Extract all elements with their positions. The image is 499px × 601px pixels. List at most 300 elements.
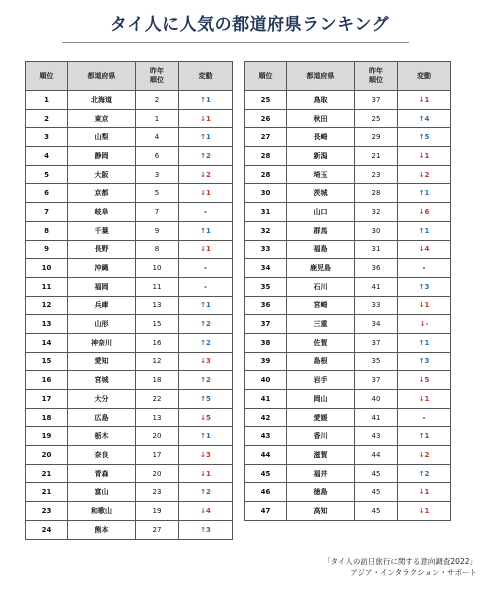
- prefecture-cell: 長崎: [287, 128, 355, 147]
- prefecture-cell: 鳥取: [287, 91, 355, 110]
- change-value: 2: [206, 376, 211, 385]
- prev-rank-cell: 37: [355, 333, 398, 352]
- table-row: [245, 333, 451, 352]
- change-cell: [179, 221, 233, 240]
- change-value: -: [425, 320, 429, 329]
- change-cell: [179, 333, 233, 352]
- down-arrow-icon: ↓: [200, 357, 206, 366]
- table-row: [245, 128, 451, 147]
- up-arrow-icon: ↑: [418, 469, 425, 478]
- prev-rank-cell: 23: [136, 483, 179, 502]
- rank-cell: 13: [26, 315, 68, 334]
- prefecture-cell: 兵庫: [68, 296, 136, 315]
- prefecture-cell: 長野: [68, 240, 136, 259]
- prev-rank-cell: 16: [136, 333, 179, 352]
- change-value: 5: [424, 133, 430, 142]
- down-arrow-icon: ↓: [200, 189, 206, 198]
- table-row: [245, 390, 451, 409]
- prefecture-cell: 東京: [68, 109, 136, 128]
- header-change: 変動: [398, 62, 451, 91]
- prev-rank-cell: 40: [355, 390, 398, 409]
- up-arrow-icon: ↑: [200, 301, 206, 310]
- rank-cell: 12: [26, 296, 68, 315]
- change-cell: [398, 390, 451, 409]
- prefecture-cell: 富山: [68, 483, 136, 502]
- table-row: [26, 464, 233, 483]
- prev-rank-cell: 12: [136, 352, 179, 371]
- change-cell: [179, 464, 233, 483]
- header-rank: 順位: [245, 62, 287, 91]
- source-survey-title: 「タイ人の訪日旅行に関する意向調査2022」: [323, 557, 477, 566]
- rank-cell: 5: [26, 165, 68, 184]
- prev-rank-cell: 44: [355, 446, 398, 465]
- prefecture-cell: 香川: [287, 427, 355, 446]
- source-organization: アジア・インタラクション・サポート: [350, 568, 477, 577]
- header-prefecture: 都道府県: [68, 62, 136, 91]
- change-cell: [398, 315, 451, 334]
- down-arrow-icon: ↓: [418, 151, 425, 160]
- down-arrow-icon: ↓: [418, 488, 425, 497]
- rank-cell: 28: [245, 147, 287, 166]
- rank-cell: 46: [245, 483, 287, 502]
- table-row: [26, 259, 233, 278]
- table-row: [245, 147, 451, 166]
- table-row: [26, 165, 233, 184]
- change-cell: [398, 128, 451, 147]
- down-arrow-icon: ↓: [200, 170, 206, 179]
- header-change: 変動: [179, 62, 233, 91]
- table-row: [245, 427, 451, 446]
- prefecture-cell: 愛媛: [287, 408, 355, 427]
- table-row: [245, 277, 451, 296]
- rank-cell: 38: [245, 333, 287, 352]
- rank-cell: 30: [245, 184, 287, 203]
- prefecture-cell: 島根: [287, 352, 355, 371]
- prefecture-cell: 沖縄: [68, 259, 136, 278]
- down-arrow-icon: ↓: [418, 207, 425, 216]
- prev-rank-cell: 5: [136, 184, 179, 203]
- change-cell: [398, 221, 451, 240]
- prefecture-cell: 茨城: [287, 184, 355, 203]
- table-row: [245, 464, 451, 483]
- change-value: -: [204, 264, 207, 273]
- prefecture-cell: 福岡: [68, 277, 136, 296]
- rank-cell: 14: [26, 333, 68, 352]
- header-prefecture: 都道府県: [287, 62, 355, 91]
- change-value: 4: [424, 245, 430, 254]
- change-cell: [179, 91, 233, 110]
- rank-cell: 21: [26, 464, 68, 483]
- prev-rank-cell: 20: [136, 427, 179, 446]
- table-row: [26, 277, 233, 296]
- prev-rank-cell: 22: [136, 390, 179, 409]
- change-value: 2: [424, 450, 430, 459]
- header-prev-rank: [136, 62, 179, 91]
- change-value: 2: [206, 338, 211, 347]
- rank-cell: 39: [245, 352, 287, 371]
- table-row: [26, 296, 233, 315]
- prev-rank-cell: 36: [355, 259, 398, 278]
- table-header-row: [26, 62, 233, 91]
- up-arrow-icon: ↑: [200, 525, 206, 534]
- change-cell: [179, 446, 233, 465]
- prefecture-cell: 北海道: [68, 91, 136, 110]
- prefecture-cell: 石川: [287, 277, 355, 296]
- change-value: 3: [206, 525, 211, 534]
- change-cell: [398, 240, 451, 259]
- prev-rank-cell: 41: [355, 408, 398, 427]
- prev-rank-cell: 31: [355, 240, 398, 259]
- change-cell: [179, 352, 233, 371]
- rank-cell: 42: [245, 408, 287, 427]
- rank-cell: 24: [26, 520, 68, 539]
- rank-cell: 6: [26, 184, 68, 203]
- prefecture-cell: 埼玉: [287, 165, 355, 184]
- rank-cell: 8: [26, 221, 68, 240]
- change-value: 1: [424, 226, 430, 235]
- change-value: -: [204, 207, 207, 216]
- change-cell: [398, 408, 451, 427]
- change-value: 1: [206, 114, 211, 123]
- prefecture-cell: 岐阜: [68, 203, 136, 222]
- change-value: 4: [206, 506, 211, 515]
- prev-rank-cell: 45: [355, 464, 398, 483]
- change-cell: [398, 277, 451, 296]
- up-arrow-icon: ↑: [418, 357, 425, 366]
- prefecture-cell: 新潟: [287, 147, 355, 166]
- change-value: 1: [206, 432, 211, 441]
- rank-cell: 17: [26, 390, 68, 409]
- change-cell: [179, 165, 233, 184]
- rank-cell: 47: [245, 502, 287, 521]
- change-value: 1: [206, 189, 211, 198]
- up-arrow-icon: ↑: [200, 376, 206, 385]
- up-arrow-icon: ↑: [200, 320, 206, 329]
- rank-cell: 32: [245, 221, 287, 240]
- prefecture-cell: 岩手: [287, 371, 355, 390]
- rank-cell: 1: [26, 91, 68, 110]
- rank-cell: 4: [26, 147, 68, 166]
- table-row: [26, 184, 233, 203]
- down-arrow-icon: ↓: [200, 506, 206, 515]
- table-row: [245, 203, 451, 222]
- change-value: 5: [206, 413, 211, 422]
- rank-cell: 10: [26, 259, 68, 278]
- change-cell: [398, 371, 451, 390]
- change-value: 1: [424, 189, 430, 198]
- rank-cell: 19: [26, 427, 68, 446]
- prev-rank-cell: 3: [136, 165, 179, 184]
- change-cell: [398, 427, 451, 446]
- table-row: [26, 390, 233, 409]
- header-prev-rank-line1: 昨年: [369, 67, 383, 75]
- up-arrow-icon: ↑: [418, 226, 425, 235]
- prev-rank-cell: 29: [355, 128, 398, 147]
- table-row: [245, 371, 451, 390]
- down-arrow-icon: ↓: [418, 95, 425, 104]
- prefecture-cell: 静岡: [68, 147, 136, 166]
- up-arrow-icon: ↑: [200, 151, 206, 160]
- table-row: [26, 147, 233, 166]
- up-arrow-icon: ↑: [418, 114, 425, 123]
- change-cell: [179, 203, 233, 222]
- change-value: 1: [206, 301, 211, 310]
- change-value: 1: [206, 133, 211, 142]
- table-row: [245, 296, 451, 315]
- change-cell: [179, 483, 233, 502]
- change-value: 2: [424, 170, 430, 179]
- rank-cell: 40: [245, 371, 287, 390]
- rank-cell: 33: [245, 240, 287, 259]
- prefecture-cell: 和歌山: [68, 502, 136, 521]
- prev-rank-cell: 37: [355, 371, 398, 390]
- change-cell: [398, 203, 451, 222]
- header-rank: 順位: [26, 62, 68, 91]
- prefecture-cell: 青森: [68, 464, 136, 483]
- change-value: 2: [206, 488, 211, 497]
- down-arrow-icon: ↓: [418, 170, 425, 179]
- change-cell: [398, 333, 451, 352]
- prev-rank-cell: 43: [355, 427, 398, 446]
- down-arrow-icon: ↓: [200, 413, 206, 422]
- down-arrow-icon: ↓: [418, 376, 425, 385]
- prefecture-cell: 神奈川: [68, 333, 136, 352]
- header-prev-rank-line2: 順位: [150, 76, 164, 84]
- table-row: [26, 371, 233, 390]
- ranking-table-right: [244, 61, 451, 521]
- prefecture-cell: 群馬: [287, 221, 355, 240]
- rank-cell: 21: [26, 483, 68, 502]
- change-value: -: [204, 282, 207, 291]
- table-row: [26, 427, 233, 446]
- down-arrow-icon: ↓: [200, 450, 206, 459]
- change-cell: [179, 520, 233, 539]
- table-row: [26, 502, 233, 521]
- prefecture-cell: 滋賀: [287, 446, 355, 465]
- change-cell: [179, 109, 233, 128]
- prev-rank-cell: 34: [355, 315, 398, 334]
- change-value: 3: [206, 357, 211, 366]
- change-value: 4: [424, 114, 430, 123]
- prev-rank-cell: 37: [355, 91, 398, 110]
- table-row: [245, 446, 451, 465]
- prefecture-cell: 徳島: [287, 483, 355, 502]
- up-arrow-icon: ↑: [200, 432, 206, 441]
- rank-cell: 43: [245, 427, 287, 446]
- table-row: [245, 91, 451, 110]
- header-prev-rank-line2: 順位: [369, 76, 383, 84]
- table-row: [26, 91, 233, 110]
- prev-rank-cell: 7: [136, 203, 179, 222]
- table-row: [26, 203, 233, 222]
- change-cell: [398, 446, 451, 465]
- change-value: 1: [424, 151, 430, 160]
- change-cell: [179, 128, 233, 147]
- prev-rank-cell: 23: [355, 165, 398, 184]
- prev-rank-cell: 4: [136, 128, 179, 147]
- prev-rank-cell: 15: [136, 315, 179, 334]
- table-row: [26, 333, 233, 352]
- change-value: 6: [424, 207, 430, 216]
- change-value: 5: [424, 376, 430, 385]
- prefecture-cell: 宮崎: [287, 296, 355, 315]
- up-arrow-icon: ↑: [200, 338, 206, 347]
- table-body-right: [245, 91, 451, 521]
- prev-rank-cell: 30: [355, 221, 398, 240]
- change-cell: [398, 184, 451, 203]
- prev-rank-cell: 11: [136, 277, 179, 296]
- rank-cell: 44: [245, 446, 287, 465]
- prefecture-cell: 大阪: [68, 165, 136, 184]
- change-value: 1: [424, 488, 430, 497]
- prev-rank-cell: 19: [136, 502, 179, 521]
- table-header-row: [245, 62, 451, 91]
- rank-cell: 41: [245, 390, 287, 409]
- down-arrow-icon: ↓: [200, 245, 206, 254]
- change-value: -: [422, 264, 426, 273]
- prev-rank-cell: 6: [136, 147, 179, 166]
- up-arrow-icon: ↑: [200, 95, 206, 104]
- prev-rank-cell: 41: [355, 277, 398, 296]
- change-value: 3: [206, 450, 211, 459]
- prefecture-cell: 佐賀: [287, 333, 355, 352]
- title-divider: [62, 42, 409, 43]
- rank-cell: 37: [245, 315, 287, 334]
- change-cell: [398, 109, 451, 128]
- table-row: [245, 483, 451, 502]
- prefecture-cell: 岡山: [287, 390, 355, 409]
- change-cell: [179, 502, 233, 521]
- prefecture-cell: 千葉: [68, 221, 136, 240]
- change-cell: [179, 259, 233, 278]
- rank-cell: 9: [26, 240, 68, 259]
- change-value: 1: [206, 226, 211, 235]
- change-value: 5: [206, 394, 211, 403]
- down-arrow-icon: ↓: [418, 301, 425, 310]
- rank-cell: 35: [245, 277, 287, 296]
- prev-rank-cell: 21: [355, 147, 398, 166]
- prefecture-cell: 福井: [287, 464, 355, 483]
- rank-cell: 18: [26, 408, 68, 427]
- prefecture-cell: 奈良: [68, 446, 136, 465]
- prev-rank-cell: 45: [355, 502, 398, 521]
- prev-rank-cell: 13: [136, 408, 179, 427]
- change-cell: [398, 502, 451, 521]
- table-row: [26, 240, 233, 259]
- down-arrow-icon: ↓: [418, 506, 425, 515]
- change-value: 1: [424, 338, 430, 347]
- change-cell: [398, 296, 451, 315]
- prev-rank-cell: 27: [136, 520, 179, 539]
- change-value: 1: [424, 394, 430, 403]
- change-cell: [398, 147, 451, 166]
- rank-cell: 16: [26, 371, 68, 390]
- table-row: [245, 165, 451, 184]
- table-row: [245, 109, 451, 128]
- change-cell: [179, 240, 233, 259]
- prefecture-cell: 山梨: [68, 128, 136, 147]
- rank-cell: 34: [245, 259, 287, 278]
- change-cell: [398, 483, 451, 502]
- ranking-table-left: [25, 61, 233, 540]
- change-value: 2: [206, 170, 211, 179]
- rank-cell: 26: [245, 109, 287, 128]
- change-value: 1: [424, 95, 430, 104]
- prefecture-cell: 山形: [68, 315, 136, 334]
- table-row: [245, 221, 451, 240]
- change-cell: [179, 296, 233, 315]
- table-row: [26, 408, 233, 427]
- rank-cell: 31: [245, 203, 287, 222]
- change-cell: [179, 147, 233, 166]
- change-cell: [179, 390, 233, 409]
- table-row: [245, 184, 451, 203]
- prev-rank-cell: 10: [136, 259, 179, 278]
- change-cell: [179, 427, 233, 446]
- prefecture-cell: 三重: [287, 315, 355, 334]
- rank-cell: 15: [26, 352, 68, 371]
- rank-cell: 28: [245, 165, 287, 184]
- prev-rank-cell: 33: [355, 296, 398, 315]
- prev-rank-cell: 1: [136, 109, 179, 128]
- prefecture-cell: 熊本: [68, 520, 136, 539]
- rank-cell: 45: [245, 464, 287, 483]
- rank-cell: 11: [26, 277, 68, 296]
- prefecture-cell: 鹿児島: [287, 259, 355, 278]
- change-cell: [398, 91, 451, 110]
- prefecture-cell: 福島: [287, 240, 355, 259]
- prev-rank-cell: 9: [136, 221, 179, 240]
- rank-cell: 23: [26, 502, 68, 521]
- up-arrow-icon: ↑: [200, 488, 206, 497]
- down-arrow-icon: ↓: [418, 450, 425, 459]
- prefecture-cell: 京都: [68, 184, 136, 203]
- prefecture-cell: 広島: [68, 408, 136, 427]
- prefecture-cell: 高知: [287, 502, 355, 521]
- prefecture-cell: 秋田: [287, 109, 355, 128]
- change-value: 1: [424, 432, 430, 441]
- table-row: [26, 483, 233, 502]
- change-value: 1: [424, 506, 430, 515]
- rank-cell: 7: [26, 203, 68, 222]
- change-value: 2: [424, 469, 430, 478]
- header-prev-rank-line1: 昨年: [150, 67, 164, 75]
- prev-rank-cell: 35: [355, 352, 398, 371]
- prev-rank-cell: 45: [355, 483, 398, 502]
- change-cell: [398, 259, 451, 278]
- table-row: [26, 109, 233, 128]
- rank-cell: 36: [245, 296, 287, 315]
- table-row: [245, 259, 451, 278]
- up-arrow-icon: ↑: [418, 282, 425, 291]
- change-value: 3: [424, 282, 430, 291]
- table-row: [245, 502, 451, 521]
- up-arrow-icon: ↑: [200, 133, 206, 142]
- down-arrow-icon: ↓: [200, 469, 206, 478]
- change-value: 1: [424, 301, 430, 310]
- prev-rank-cell: 32: [355, 203, 398, 222]
- up-arrow-icon: ↑: [418, 133, 425, 142]
- prev-rank-cell: 25: [355, 109, 398, 128]
- change-value: 1: [206, 245, 211, 254]
- prefecture-cell: 愛知: [68, 352, 136, 371]
- table-row: [245, 352, 451, 371]
- table-row: [245, 240, 451, 259]
- change-cell: [179, 315, 233, 334]
- rank-cell: 2: [26, 109, 68, 128]
- page-title: タイ人に人気の都道府県ランキング: [109, 15, 390, 35]
- rank-cell: 25: [245, 91, 287, 110]
